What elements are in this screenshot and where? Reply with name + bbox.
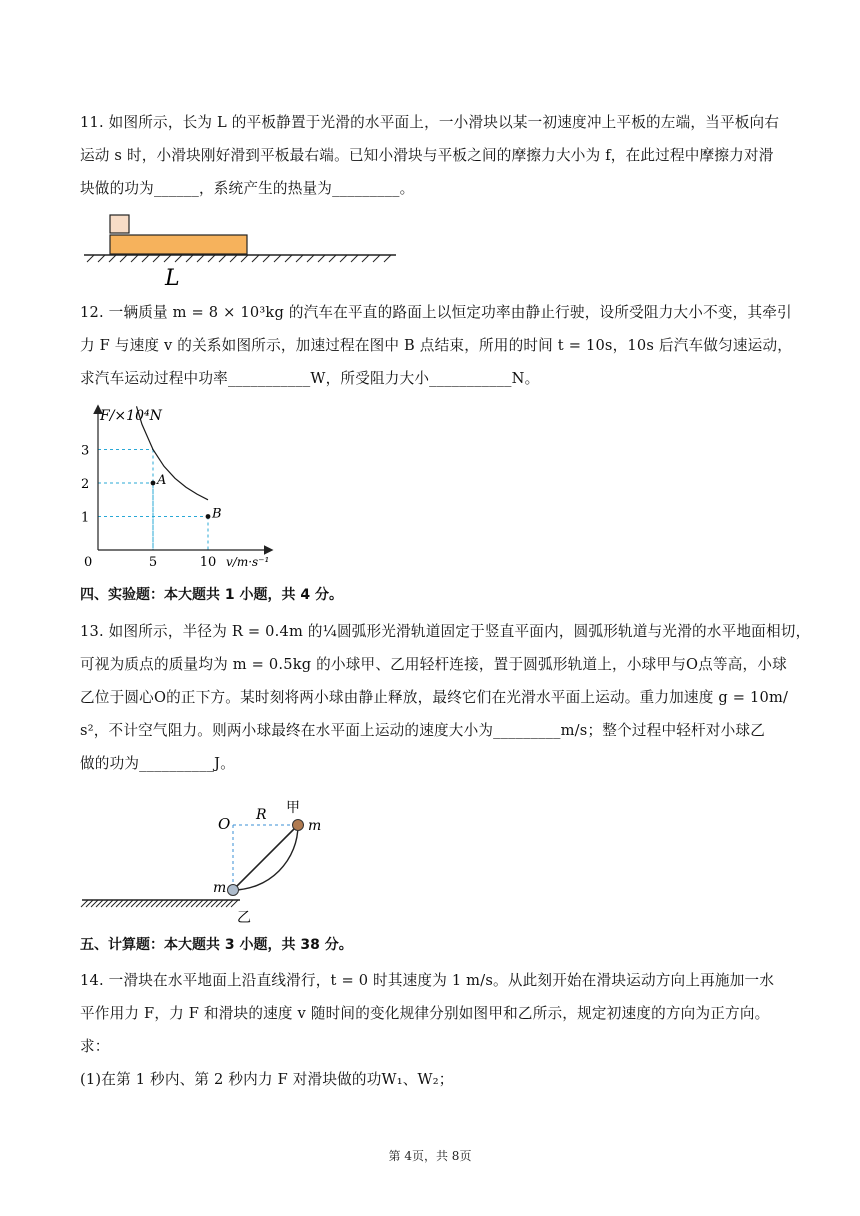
hatch-line	[131, 255, 138, 262]
y-axis-label: F/×10⁴N	[100, 408, 162, 424]
mass-label-bottom: m	[213, 880, 227, 896]
center-label: O	[218, 815, 231, 833]
hatch-line	[285, 255, 292, 262]
text-line: 求：	[80, 1038, 110, 1055]
hatch-line	[351, 255, 358, 262]
hatch-line	[263, 255, 270, 262]
x-tick-label: 5	[148, 555, 158, 570]
section-5-heading: 五、计算题：本大题共 3 小题，共 38 分。	[80, 937, 353, 953]
question-12-text	[80, 296, 793, 395]
hatch-line	[362, 255, 369, 262]
hatch-line	[98, 255, 105, 262]
hatch-line	[142, 255, 149, 262]
hatch-line	[186, 255, 193, 262]
text-line: 13. 如图所示，半径为 R = 0.4m 的¼圆弧形光滑轨道固定于竖直平面内，圆弧形轨道与光滑的水平地面相切，	[80, 623, 811, 640]
hatch-line	[252, 255, 259, 262]
text-line: 块做的功为______，系统产生的热量为_________。	[80, 180, 415, 197]
text-line: 可视为质点的质量均为 m = 0.5kg 的小球甲、乙用轻杆连接，置于圆弧形轨道上，小球甲与O点等高，小球	[80, 656, 787, 673]
hatch-line	[384, 255, 391, 262]
text-line: 14. 一滑块在水平地面上沿直线滑行，t = 0 时其速度为 1 m/s。从此刻开始在滑块运动方向上再施加一水	[80, 972, 775, 989]
text-line: (1)在第 1 秒内、第 2 秒内力 F 对滑块做的功W₁、W₂；	[80, 1071, 454, 1088]
hatch-line	[241, 255, 248, 262]
hatch-line	[219, 255, 226, 262]
plank	[110, 235, 247, 254]
x-axis-label: v/m·s⁻¹	[226, 555, 270, 569]
ball-jia	[293, 820, 304, 831]
arc-track-figure	[80, 795, 340, 925]
data-point	[151, 481, 156, 486]
hatch-line	[109, 255, 116, 262]
text-line: 力 F 与速度 v 的关系如图所示，加速过程在图中 B 点结束，所用的时间 t = 10s，10s 后汽车做匀速运动，	[80, 337, 793, 354]
text-line: 做的功为__________J。	[80, 755, 235, 772]
text-line: 求汽车运动过程中功率___________W，所受阻力大小___________N。	[80, 370, 540, 387]
hatch-line	[87, 255, 94, 262]
hatch-line	[296, 255, 303, 262]
hatch-line	[307, 255, 314, 262]
jia-label: 甲	[286, 800, 300, 816]
question-13-text	[80, 615, 811, 780]
hatch-line	[373, 255, 380, 262]
x-tick-label: 10	[199, 555, 217, 570]
data-point	[206, 514, 211, 519]
ground-hatch	[87, 255, 391, 262]
plank-figure	[80, 208, 400, 288]
tick-labels	[81, 444, 216, 571]
ball-yi	[228, 885, 239, 896]
hatch-line	[208, 255, 215, 262]
yi-label: 乙	[237, 910, 251, 925]
small-block	[110, 215, 129, 233]
text-line: 11. 如图所示，长为 L 的平板静置于光滑的水平面上，一小滑块以某一初速度冲上平板的左端，当平板向右	[80, 114, 780, 131]
guide-lines	[98, 450, 208, 551]
hatch-line	[318, 255, 325, 262]
force-velocity-chart	[76, 398, 286, 576]
light-rod	[233, 825, 298, 890]
y-tick-label: 1	[81, 510, 90, 526]
page-footer: 第 4页，共 8页	[388, 1149, 472, 1163]
hatch-line	[329, 255, 336, 262]
mass-label-top: m	[308, 818, 322, 834]
text-line: 平作用力 F，力 F 和滑块的速度 v 随时间的变化规律分别如图甲和乙所示，规定初速度的方向为正方向。	[80, 1005, 770, 1022]
point-label: B	[212, 506, 222, 522]
hatch-line	[340, 255, 347, 262]
question-14-text	[80, 964, 785, 1096]
plank-length-label: L	[165, 266, 180, 288]
y-tick-label: 2	[81, 477, 90, 492]
ground-hatch	[81, 900, 238, 907]
radius-label: R	[256, 807, 267, 823]
text-line: 12. 一辆质量 m = 8 × 10³kg 的汽车在平直的路面上以恒定功率由静止行驶，设所受阻力大小不变，其牵引	[80, 304, 792, 321]
y-tick-label: 3	[81, 443, 90, 459]
point-label: A	[157, 473, 167, 488]
hatch-line	[153, 255, 160, 262]
section-4-heading: 四、实验题：本大题共 1 小题，共 4 分。	[80, 587, 343, 603]
hatch-line	[175, 255, 182, 262]
hatch-line	[164, 255, 171, 262]
hatch-line	[230, 255, 237, 262]
text-line: 运动 s 时，小滑块刚好滑到平板最右端。已知小滑块与平板之间的摩擦力大小为 f，在此过程中摩擦力对滑	[80, 147, 774, 164]
hatch-line	[274, 255, 281, 262]
origin-label: 0	[84, 555, 93, 570]
text-line: 乙位于圆心O的正下方。某时刻将两小球由静止释放，最终它们在光滑水平面上运动。重力加速度 g = 10m/	[80, 689, 789, 706]
hatch-line	[197, 255, 204, 262]
data-points	[151, 473, 222, 522]
hatch-line	[120, 255, 127, 262]
question-11-text	[80, 106, 785, 205]
text-line: s²，不计空气阻力。则两小球最终在水平面上运动的速度大小为_________m/s；整个过程中轻杆对小球乙	[80, 722, 766, 739]
